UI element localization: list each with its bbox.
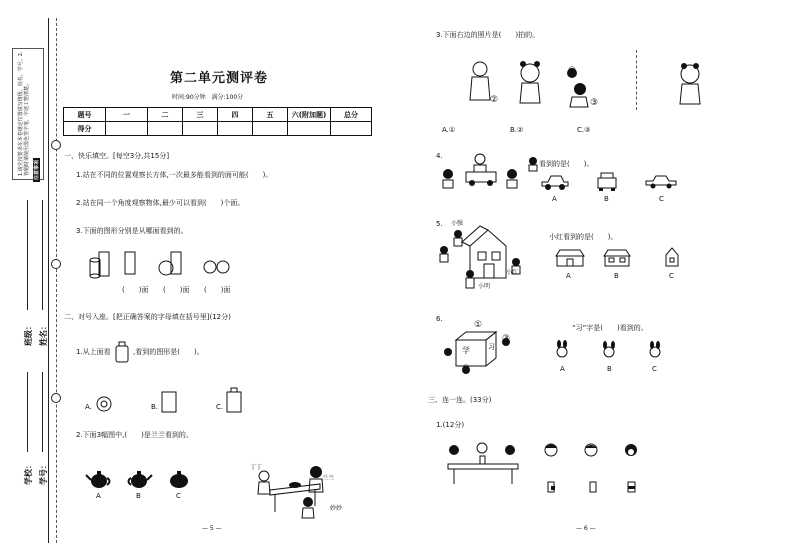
ring-icon [94, 394, 114, 414]
q5-option-c[interactable]: C [669, 272, 674, 280]
r-question-6-text: “习”字是( )看到的。 [572, 324, 648, 332]
circle-rectangle-icon [159, 252, 181, 275]
section1-heading: 一、快乐填空。[每空3分,共15分] [64, 152, 170, 160]
score-cell[interactable] [106, 122, 148, 136]
page-number-right: — 6 — [576, 525, 596, 532]
photo-divider [636, 50, 637, 110]
s2-question-1b: ,看到的图形是( )。 [133, 348, 204, 356]
house-side-icon [664, 246, 680, 268]
score-header-3: 三 [183, 108, 218, 122]
s1-question-1: 1.站在不同的位置观察长方体,一次最多能看到的面可能( )。 [76, 171, 273, 179]
house-back-icon [602, 248, 632, 268]
binding-dashed-line [56, 18, 57, 543]
name-label: 姓名： [39, 322, 48, 346]
name-xiaoming: 小明 [478, 283, 491, 290]
q5-option-b[interactable]: B [614, 272, 619, 280]
score-cell[interactable] [331, 122, 372, 136]
score-row-label: 得分 [64, 122, 106, 136]
q3-mark-2: ② [490, 95, 499, 105]
score-header-4: 四 [218, 108, 253, 122]
rabbit-icon-c [646, 341, 664, 359]
q6-mark-3: ③ [502, 334, 511, 344]
q5-option-a[interactable]: A [566, 272, 571, 280]
rectangle-icon [160, 390, 178, 414]
s2-q1-option-a[interactable]: A. [85, 403, 92, 411]
face-icon-c [622, 441, 640, 459]
shapes-figure [82, 246, 242, 280]
house-front-icon [554, 248, 586, 268]
cup-view-icon-c [626, 480, 638, 494]
name-xiaoqiang: 小强 [451, 220, 464, 227]
car-side-icon [540, 174, 570, 192]
name-blank [42, 200, 44, 310]
q3-option-c[interactable]: C.③ [577, 126, 591, 134]
id-blank [42, 372, 44, 452]
name-miaomiao: 妙妙 [330, 505, 343, 512]
cup-side-icon [225, 386, 243, 414]
page-number-left: — 5 — [202, 525, 222, 532]
viewer-girl-icon [527, 156, 539, 172]
score-header-1: 一 [106, 108, 148, 122]
q3-option-a[interactable]: A.① [442, 126, 456, 134]
teapot-icon-b [126, 468, 152, 490]
id-label: 学号： [39, 461, 48, 485]
score-cell[interactable] [218, 122, 253, 136]
s2-question-1: 1.从上面看 [76, 348, 111, 356]
q6-option-a[interactable]: A [560, 365, 565, 373]
r-question-4-text: 看到的是( )。 [539, 160, 594, 168]
q3-mark-1: ① [568, 66, 577, 76]
cylinder-icon [90, 252, 109, 278]
notes-text: 1.请先按要求在本卷规定位置填写班级、姓名、学号。2.答题时请使用黑色签字笔，字迹工整清楚。 [18, 51, 30, 176]
face-icon-b [583, 441, 599, 459]
s2-question-2: 2.下面3幅图中,( )是兰兰看到的。 [76, 431, 193, 439]
car-scene-illustration [440, 152, 522, 190]
s1-blank-1[interactable]: ( )面 [122, 286, 149, 294]
face-icon-a [543, 441, 559, 459]
rabbit-icon-a [553, 341, 571, 359]
rabbit-icon-b [600, 341, 618, 359]
cup-icon [114, 340, 132, 364]
score-header-7: 总分 [331, 108, 372, 122]
s1-question-3: 3.下面的图形分别是从哪面看到的。 [76, 227, 188, 235]
cube-side-char: 习 [488, 343, 495, 351]
exam-subtitle: 时间:90分钟 满分:100分 [172, 94, 244, 101]
q4-option-c[interactable]: C [659, 195, 664, 203]
class-blank [27, 200, 29, 310]
section3-heading: 三、连一连。(33分) [428, 396, 492, 404]
car-long-icon [644, 174, 678, 190]
teapot-icon-a [86, 468, 112, 490]
s2-q2-option-b[interactable]: B [136, 492, 141, 500]
teapot-icon-c [166, 468, 192, 490]
r-question-4-number: 4. [436, 152, 443, 160]
q6-option-b[interactable]: B [607, 365, 612, 373]
s2-q2-option-a[interactable]: A [96, 492, 101, 500]
table-scene-illustration [250, 462, 343, 518]
cup-view-icon-b [587, 480, 599, 494]
q4-option-a[interactable]: A [552, 195, 557, 203]
two-circles-icon [204, 261, 229, 273]
score-cell[interactable] [148, 122, 183, 136]
s2-q2-option-c[interactable]: C [176, 492, 181, 500]
s2-q1-option-b[interactable]: B. [151, 403, 159, 411]
car-front-icon [596, 172, 618, 192]
exam-title: 第二单元测评卷 [170, 71, 269, 86]
q6-mark-1: ① [474, 320, 483, 330]
cup-view-icon-a [546, 480, 558, 494]
three-kids-table-illustration [440, 440, 526, 486]
binding-hole-1 [51, 140, 61, 150]
notes-badge: 注意事项 [34, 159, 40, 180]
q3-mark-3: ③ [590, 98, 599, 108]
s1-blank-2[interactable]: ( )面 [163, 286, 190, 294]
photo-scene-illustration [468, 55, 608, 110]
score-table [63, 107, 372, 136]
school-label: 学校： [24, 461, 33, 485]
bear-photo-icon [676, 60, 706, 108]
q6-mark-2: ② [462, 364, 471, 374]
score-header-5: 五 [253, 108, 288, 122]
score-header-6: 六(附加题) [288, 108, 331, 122]
score-cell[interactable] [288, 122, 331, 136]
binding-hole-3 [51, 393, 61, 403]
s1-blank-3[interactable]: ( )面 [204, 286, 231, 294]
r-question-5-number: 5. [436, 220, 443, 228]
q6-option-c[interactable]: C [652, 365, 657, 373]
name-dingding: 丁丁 [250, 464, 263, 471]
score-cell[interactable] [253, 122, 288, 136]
s3-question-1: 1.(12分) [436, 421, 465, 429]
q3-option-b[interactable]: B.② [510, 126, 524, 134]
score-cell[interactable] [183, 122, 218, 136]
name-lanlan: 兰兰 [322, 475, 335, 482]
rectangle-view-icon [125, 252, 135, 274]
score-header-0: 题号 [64, 108, 106, 122]
name-xiaohong: 小红 [506, 269, 519, 276]
r-question-3: 3.下面右边的照片是( )拍的。 [436, 31, 540, 39]
score-header-2: 二 [148, 108, 183, 122]
section2-heading: 二、对号入座。[把正确答案的字母填在括号里](12分) [64, 313, 231, 321]
r-question-5-text: 小红看到的是( )。 [549, 233, 618, 241]
cube-front-char: 学 [462, 346, 470, 355]
s1-question-2: 2.站在同一个角度观察物体,最少可以看到( )个面。 [76, 199, 245, 207]
s2-q1-option-c[interactable]: C. [216, 403, 224, 411]
class-label: 班级： [24, 322, 33, 346]
q4-option-b[interactable]: B [604, 195, 609, 203]
r-question-6-number: 6. [436, 315, 443, 323]
binding-hole-2 [51, 259, 61, 269]
school-blank [27, 372, 29, 452]
